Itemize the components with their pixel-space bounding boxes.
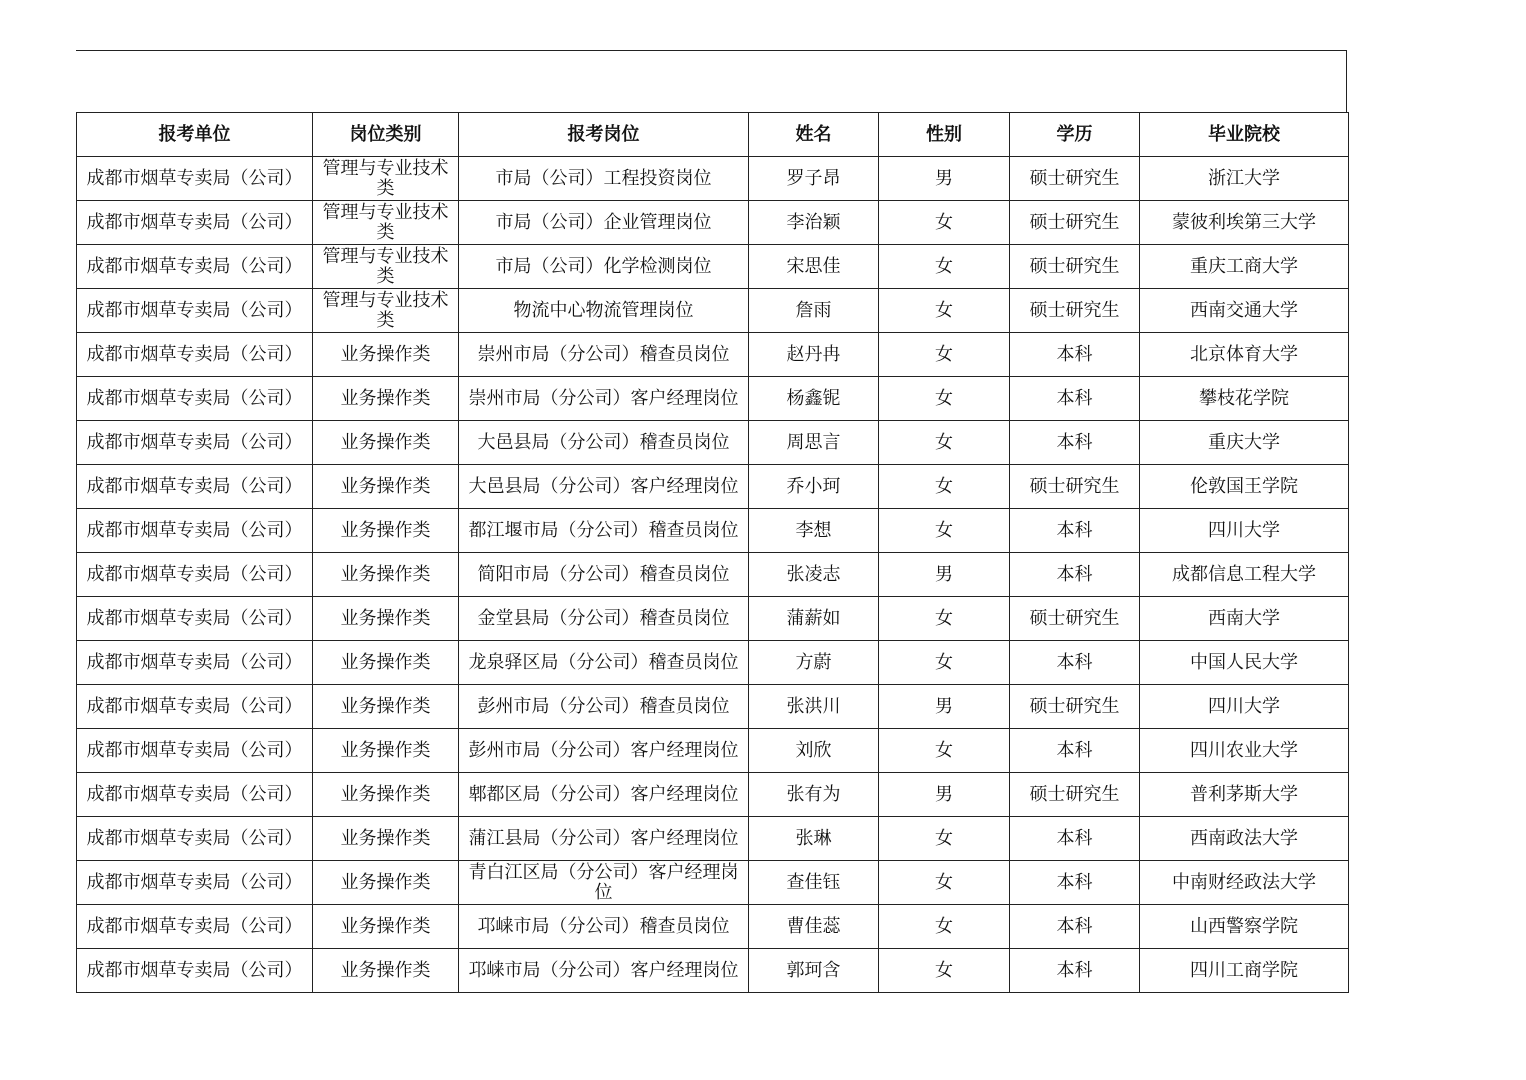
cell-category: 业务操作类 (313, 817, 459, 861)
cell-unit: 成都市烟草专卖局（公司） (77, 333, 313, 377)
header-school: 毕业院校 (1140, 113, 1349, 157)
document-sheet (76, 50, 1348, 1010)
table-row (77, 509, 1349, 553)
cell-position: 青白江区局（分公司）客户经理岗位 (459, 861, 749, 905)
cell-education: 本科 (1010, 729, 1140, 773)
cell-unit: 成都市烟草专卖局（公司） (77, 861, 313, 905)
cell-unit: 成都市烟草专卖局（公司） (77, 201, 313, 245)
cell-position: 金堂县局（分公司）稽查员岗位 (459, 597, 749, 641)
table-row (77, 861, 1349, 905)
cell-education: 本科 (1010, 377, 1140, 421)
cell-school: 西南交通大学 (1140, 289, 1349, 333)
cell-position: 都江堰市局（分公司）稽查员岗位 (459, 509, 749, 553)
table-row (77, 773, 1349, 817)
cell-name: 乔小珂 (749, 465, 879, 509)
cell-position: 简阳市局（分公司）稽查员岗位 (459, 553, 749, 597)
table-header (77, 113, 1349, 157)
table-row (77, 641, 1349, 685)
cell-education: 硕士研究生 (1010, 597, 1140, 641)
cell-name: 宋思佳 (749, 245, 879, 289)
cell-unit: 成都市烟草专卖局（公司） (77, 773, 313, 817)
cell-name: 查佳钰 (749, 861, 879, 905)
cell-school: 成都信息工程大学 (1140, 553, 1349, 597)
cell-category: 业务操作类 (313, 421, 459, 465)
table-row (77, 333, 1349, 377)
cell-education: 本科 (1010, 333, 1140, 377)
cell-category: 业务操作类 (313, 333, 459, 377)
cell-school: 重庆工商大学 (1140, 245, 1349, 289)
cell-name: 方蔚 (749, 641, 879, 685)
cell-category: 业务操作类 (313, 861, 459, 905)
cell-unit: 成都市烟草专卖局（公司） (77, 421, 313, 465)
header-row (77, 113, 1349, 157)
cell-position: 郫都区局（分公司）客户经理岗位 (459, 773, 749, 817)
cell-education: 硕士研究生 (1010, 201, 1140, 245)
cell-unit: 成都市烟草专卖局（公司） (77, 597, 313, 641)
cell-position: 市局（公司）化学检测岗位 (459, 245, 749, 289)
cell-gender: 女 (879, 729, 1010, 773)
cell-position: 蒲江县局（分公司）客户经理岗位 (459, 817, 749, 861)
cell-unit: 成都市烟草专卖局（公司） (77, 509, 313, 553)
cell-unit: 成都市烟草专卖局（公司） (77, 157, 313, 201)
cell-gender: 女 (879, 597, 1010, 641)
cell-category: 管理与专业技术类 (313, 157, 459, 201)
cell-name: 曹佳蕊 (749, 905, 879, 949)
cell-position: 市局（公司）工程投资岗位 (459, 157, 749, 201)
cell-gender: 女 (879, 333, 1010, 377)
cell-gender: 女 (879, 289, 1010, 333)
cell-gender: 女 (879, 509, 1010, 553)
cell-education: 本科 (1010, 949, 1140, 993)
table-row (77, 421, 1349, 465)
cell-education: 硕士研究生 (1010, 773, 1140, 817)
cell-category: 业务操作类 (313, 905, 459, 949)
cell-school: 西南政法大学 (1140, 817, 1349, 861)
cell-category: 业务操作类 (313, 641, 459, 685)
table-row (77, 289, 1349, 333)
cell-position: 物流中心物流管理岗位 (459, 289, 749, 333)
cell-school: 蒙彼利埃第三大学 (1140, 201, 1349, 245)
cell-name: 罗子昂 (749, 157, 879, 201)
header-gender: 性别 (879, 113, 1010, 157)
cell-name: 张琳 (749, 817, 879, 861)
header-category: 岗位类别 (313, 113, 459, 157)
cell-unit: 成都市烟草专卖局（公司） (77, 905, 313, 949)
cell-unit: 成都市烟草专卖局（公司） (77, 949, 313, 993)
cell-name: 李治颖 (749, 201, 879, 245)
header-position: 报考岗位 (459, 113, 749, 157)
cell-unit: 成都市烟草专卖局（公司） (77, 685, 313, 729)
cell-school: 四川大学 (1140, 685, 1349, 729)
candidate-table (76, 112, 1349, 993)
cell-category: 管理与专业技术类 (313, 245, 459, 289)
cell-position: 邛崃市局（分公司）稽查员岗位 (459, 905, 749, 949)
cell-category: 业务操作类 (313, 685, 459, 729)
cell-school: 四川农业大学 (1140, 729, 1349, 773)
table-row (77, 729, 1349, 773)
cell-name: 张凌志 (749, 553, 879, 597)
cell-category: 业务操作类 (313, 377, 459, 421)
header-unit: 报考单位 (77, 113, 313, 157)
cell-unit: 成都市烟草专卖局（公司） (77, 245, 313, 289)
cell-position: 龙泉驿区局（分公司）稽查员岗位 (459, 641, 749, 685)
title-band (76, 50, 1347, 113)
cell-gender: 女 (879, 377, 1010, 421)
cell-education: 硕士研究生 (1010, 157, 1140, 201)
cell-position: 市局（公司）企业管理岗位 (459, 201, 749, 245)
table-row (77, 685, 1349, 729)
cell-school: 伦敦国王学院 (1140, 465, 1349, 509)
cell-education: 本科 (1010, 861, 1140, 905)
cell-school: 攀枝花学院 (1140, 377, 1349, 421)
cell-gender: 男 (879, 773, 1010, 817)
cell-education: 本科 (1010, 641, 1140, 685)
cell-position: 彭州市局（分公司）稽查员岗位 (459, 685, 749, 729)
cell-gender: 女 (879, 245, 1010, 289)
cell-education: 硕士研究生 (1010, 245, 1140, 289)
cell-education: 硕士研究生 (1010, 465, 1140, 509)
table-row (77, 201, 1349, 245)
cell-school: 四川大学 (1140, 509, 1349, 553)
cell-category: 管理与专业技术类 (313, 201, 459, 245)
cell-unit: 成都市烟草专卖局（公司） (77, 817, 313, 861)
header-education: 学历 (1010, 113, 1140, 157)
cell-education: 本科 (1010, 421, 1140, 465)
cell-position: 彭州市局（分公司）客户经理岗位 (459, 729, 749, 773)
cell-name: 杨鑫铌 (749, 377, 879, 421)
cell-gender: 女 (879, 905, 1010, 949)
cell-school: 重庆大学 (1140, 421, 1349, 465)
cell-position: 大邑县局（分公司）稽查员岗位 (459, 421, 749, 465)
table-row (77, 949, 1349, 993)
table-row (77, 597, 1349, 641)
cell-unit: 成都市烟草专卖局（公司） (77, 465, 313, 509)
cell-position: 崇州市局（分公司）稽查员岗位 (459, 333, 749, 377)
cell-school: 浙江大学 (1140, 157, 1349, 201)
cell-school: 四川工商学院 (1140, 949, 1349, 993)
cell-unit: 成都市烟草专卖局（公司） (77, 641, 313, 685)
table-row (77, 245, 1349, 289)
cell-gender: 女 (879, 641, 1010, 685)
cell-school: 普利茅斯大学 (1140, 773, 1349, 817)
cell-gender: 女 (879, 465, 1010, 509)
cell-name: 周思言 (749, 421, 879, 465)
cell-name: 张洪川 (749, 685, 879, 729)
cell-category: 业务操作类 (313, 465, 459, 509)
cell-gender: 女 (879, 861, 1010, 905)
header-name: 姓名 (749, 113, 879, 157)
cell-position: 邛崃市局（分公司）客户经理岗位 (459, 949, 749, 993)
cell-school: 中国人民大学 (1140, 641, 1349, 685)
cell-category: 业务操作类 (313, 509, 459, 553)
cell-gender: 女 (879, 817, 1010, 861)
cell-category: 业务操作类 (313, 597, 459, 641)
table-row (77, 465, 1349, 509)
cell-category: 管理与专业技术类 (313, 289, 459, 333)
cell-unit: 成都市烟草专卖局（公司） (77, 553, 313, 597)
cell-unit: 成都市烟草专卖局（公司） (77, 289, 313, 333)
cell-school: 西南大学 (1140, 597, 1349, 641)
cell-school: 中南财经政法大学 (1140, 861, 1349, 905)
table-row (77, 157, 1349, 201)
table-row (77, 377, 1349, 421)
cell-education: 硕士研究生 (1010, 685, 1140, 729)
table-row (77, 817, 1349, 861)
cell-unit: 成都市烟草专卖局（公司） (77, 377, 313, 421)
cell-category: 业务操作类 (313, 729, 459, 773)
cell-gender: 男 (879, 157, 1010, 201)
cell-name: 詹雨 (749, 289, 879, 333)
cell-gender: 女 (879, 421, 1010, 465)
cell-name: 郭珂含 (749, 949, 879, 993)
cell-name: 刘欣 (749, 729, 879, 773)
cell-category: 业务操作类 (313, 553, 459, 597)
cell-school: 山西警察学院 (1140, 905, 1349, 949)
cell-education: 本科 (1010, 905, 1140, 949)
cell-category: 业务操作类 (313, 949, 459, 993)
table-body (77, 157, 1349, 993)
cell-education: 本科 (1010, 509, 1140, 553)
cell-gender: 女 (879, 201, 1010, 245)
cell-unit: 成都市烟草专卖局（公司） (77, 729, 313, 773)
cell-name: 张有为 (749, 773, 879, 817)
cell-name: 李想 (749, 509, 879, 553)
table-row (77, 905, 1349, 949)
cell-school: 北京体育大学 (1140, 333, 1349, 377)
table-row (77, 553, 1349, 597)
cell-education: 本科 (1010, 553, 1140, 597)
cell-name: 赵丹冉 (749, 333, 879, 377)
cell-category: 业务操作类 (313, 773, 459, 817)
cell-position: 崇州市局（分公司）客户经理岗位 (459, 377, 749, 421)
cell-education: 本科 (1010, 817, 1140, 861)
cell-position: 大邑县局（分公司）客户经理岗位 (459, 465, 749, 509)
cell-name: 蒲薪如 (749, 597, 879, 641)
cell-gender: 女 (879, 949, 1010, 993)
cell-gender: 男 (879, 685, 1010, 729)
cell-education: 硕士研究生 (1010, 289, 1140, 333)
cell-gender: 男 (879, 553, 1010, 597)
